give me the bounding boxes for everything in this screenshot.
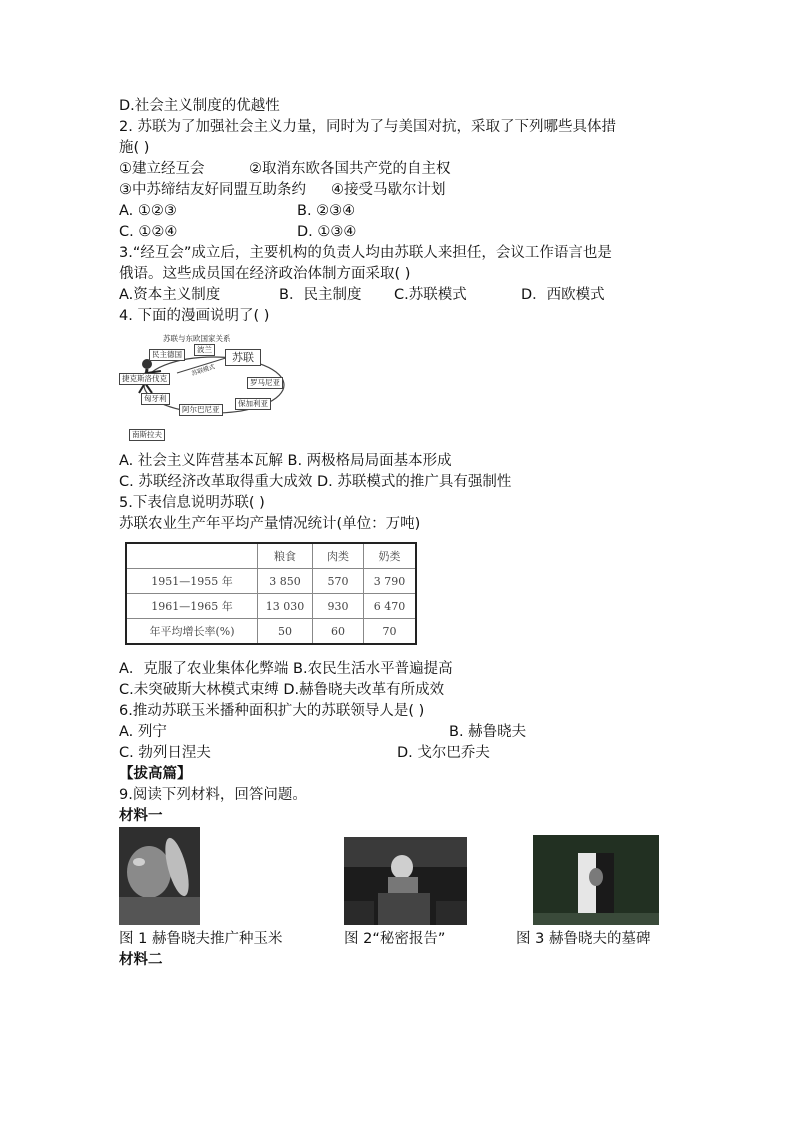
question-9-stem: 9.阅读下列材料，回答问题。 (119, 787, 307, 803)
agriculture-table (125, 542, 417, 645)
material-1-heading: 材料一 (119, 808, 163, 824)
q5-options-ab: A．克服了农业集体化弊端 B.农民生活水平普遍提高 (119, 661, 453, 677)
q4-options-cd: C. 苏联经济改革取得重大成效 D. 苏联模式的推广具有强制性 (119, 474, 512, 490)
photo-khrushchev-corn (119, 827, 200, 925)
q6-option-a: A. 列宁 (119, 724, 167, 740)
table-cell: 70 (364, 619, 417, 645)
q2-item-2: ②取消东欧各国共产党的自主权 (249, 161, 451, 177)
box-luomaniya: 罗马尼亚 (247, 377, 283, 389)
material-2-heading: 材料二 (119, 952, 163, 968)
question-6-stem: 6.推动苏联玉米播种面积扩大的苏联领导人是( ) (119, 703, 425, 719)
table-cell: 930 (313, 594, 364, 619)
q2-item-1: ①建立经互会 (119, 161, 205, 177)
table-caption: 苏联农业生产年平均产量情况统计(单位：万吨) (119, 516, 421, 532)
box-bolan: 波兰 (194, 344, 215, 356)
photo-secret-speech-image (344, 837, 467, 925)
table-row (126, 594, 416, 619)
table-cell: 13 030 (258, 594, 313, 619)
photo-khrushchev-corn-image (119, 827, 200, 925)
q4-options-ab: A. 社会主义阵营基本瓦解 B. 两极格局局面基本形成 (119, 453, 452, 469)
q2-option-a: A. ①②③ (119, 203, 177, 219)
box-aerbaniya: 阿尔巴尼亚 (179, 404, 223, 416)
label-moshi: 苏联模式 (190, 363, 216, 378)
table-cell: 1951—1955 年 (126, 569, 258, 594)
box-minzhu-deguo: 民主德国 (149, 349, 185, 361)
table-row (126, 619, 416, 645)
q2-option-b: B. ②③④ (297, 203, 356, 219)
table-header: 奶类 (364, 543, 417, 569)
q2-item-4: ④接受马歇尔计划 (331, 182, 446, 198)
question-5-stem: 5.下表信息说明苏联( ) (119, 495, 265, 511)
photo-tombstone-image (533, 835, 659, 925)
cartoon-figure (119, 333, 289, 443)
table-header-row (126, 543, 416, 569)
q6-option-c: C. 勃列日涅夫 (119, 745, 211, 761)
question-3-stem: 3.“经互会”成立后，主要机构的负责人均由苏联人来担任，会议工作语言也是 (119, 245, 612, 261)
question-2-stem-cont: 施( ) (119, 140, 150, 156)
photo-tombstone (533, 835, 659, 925)
section-heading: 【拔高篇】 (119, 766, 192, 782)
table-cell: 60 (313, 619, 364, 645)
box-baojialiya: 保加利亚 (235, 398, 271, 410)
table-cell: 50 (258, 619, 313, 645)
q6-option-d: D. 戈尔巴乔夫 (397, 745, 490, 761)
table-header: 肉类 (313, 543, 364, 569)
q2-item-3: ③中苏缔结友好同盟互助条约 (119, 182, 306, 198)
photo-secret-speech (344, 837, 467, 925)
question-4-stem: 4. 下面的漫画说明了( ) (119, 308, 270, 324)
q2-option-d: D. ①③④ (297, 224, 357, 240)
table-cell: 3 850 (258, 569, 313, 594)
table-header: 粮食 (258, 543, 313, 569)
q3-option-c: C.苏联模式 (394, 287, 467, 303)
box-ussr: 苏联 (225, 349, 261, 366)
question-3-stem-cont: 俄语。这些成员国在经济政治体制方面采取( ) (119, 266, 411, 282)
q3-option-b: B．民主制度 (279, 287, 362, 303)
question-2-stem: 2. 苏联为了加强社会主义力量，同时为了与美国对抗，采取了下列哪些具体措 (119, 119, 616, 135)
figure-1-caption: 图 1 赫鲁晓夫推广种玉米 (119, 931, 283, 947)
cartoon-title: 苏联与东欧国家关系 (163, 334, 231, 343)
q2-option-c: C. ①②④ (119, 224, 178, 240)
box-nansilafu: 南斯拉夫 (129, 429, 165, 441)
box-xiongyali: 匈牙利 (141, 393, 170, 405)
q3-option-d: D．西欧模式 (521, 287, 605, 303)
table-cell: 3 790 (364, 569, 417, 594)
q6-option-b: B. 赫鲁晓夫 (449, 724, 527, 740)
q3-option-a: A.资本主义制度 (119, 287, 221, 303)
table-cell: 6 470 (364, 594, 417, 619)
box-jiekesiluofake: 捷克斯洛伐克 (119, 373, 170, 385)
table-cell (126, 543, 258, 569)
table-row (126, 569, 416, 594)
table-cell: 年平均增长率(%) (126, 619, 258, 645)
option-d-line: D.社会主义制度的优越性 (119, 98, 280, 114)
figure-2-caption: 图 2“秘密报告” (344, 931, 446, 947)
q5-options-cd: C.未突破斯大林模式束缚 D.赫鲁晓夫改革有所成效 (119, 682, 445, 698)
figure-3-caption: 图 3 赫鲁晓夫的墓碑 (516, 931, 651, 947)
table-cell: 1961—1965 年 (126, 594, 258, 619)
table-cell: 570 (313, 569, 364, 594)
